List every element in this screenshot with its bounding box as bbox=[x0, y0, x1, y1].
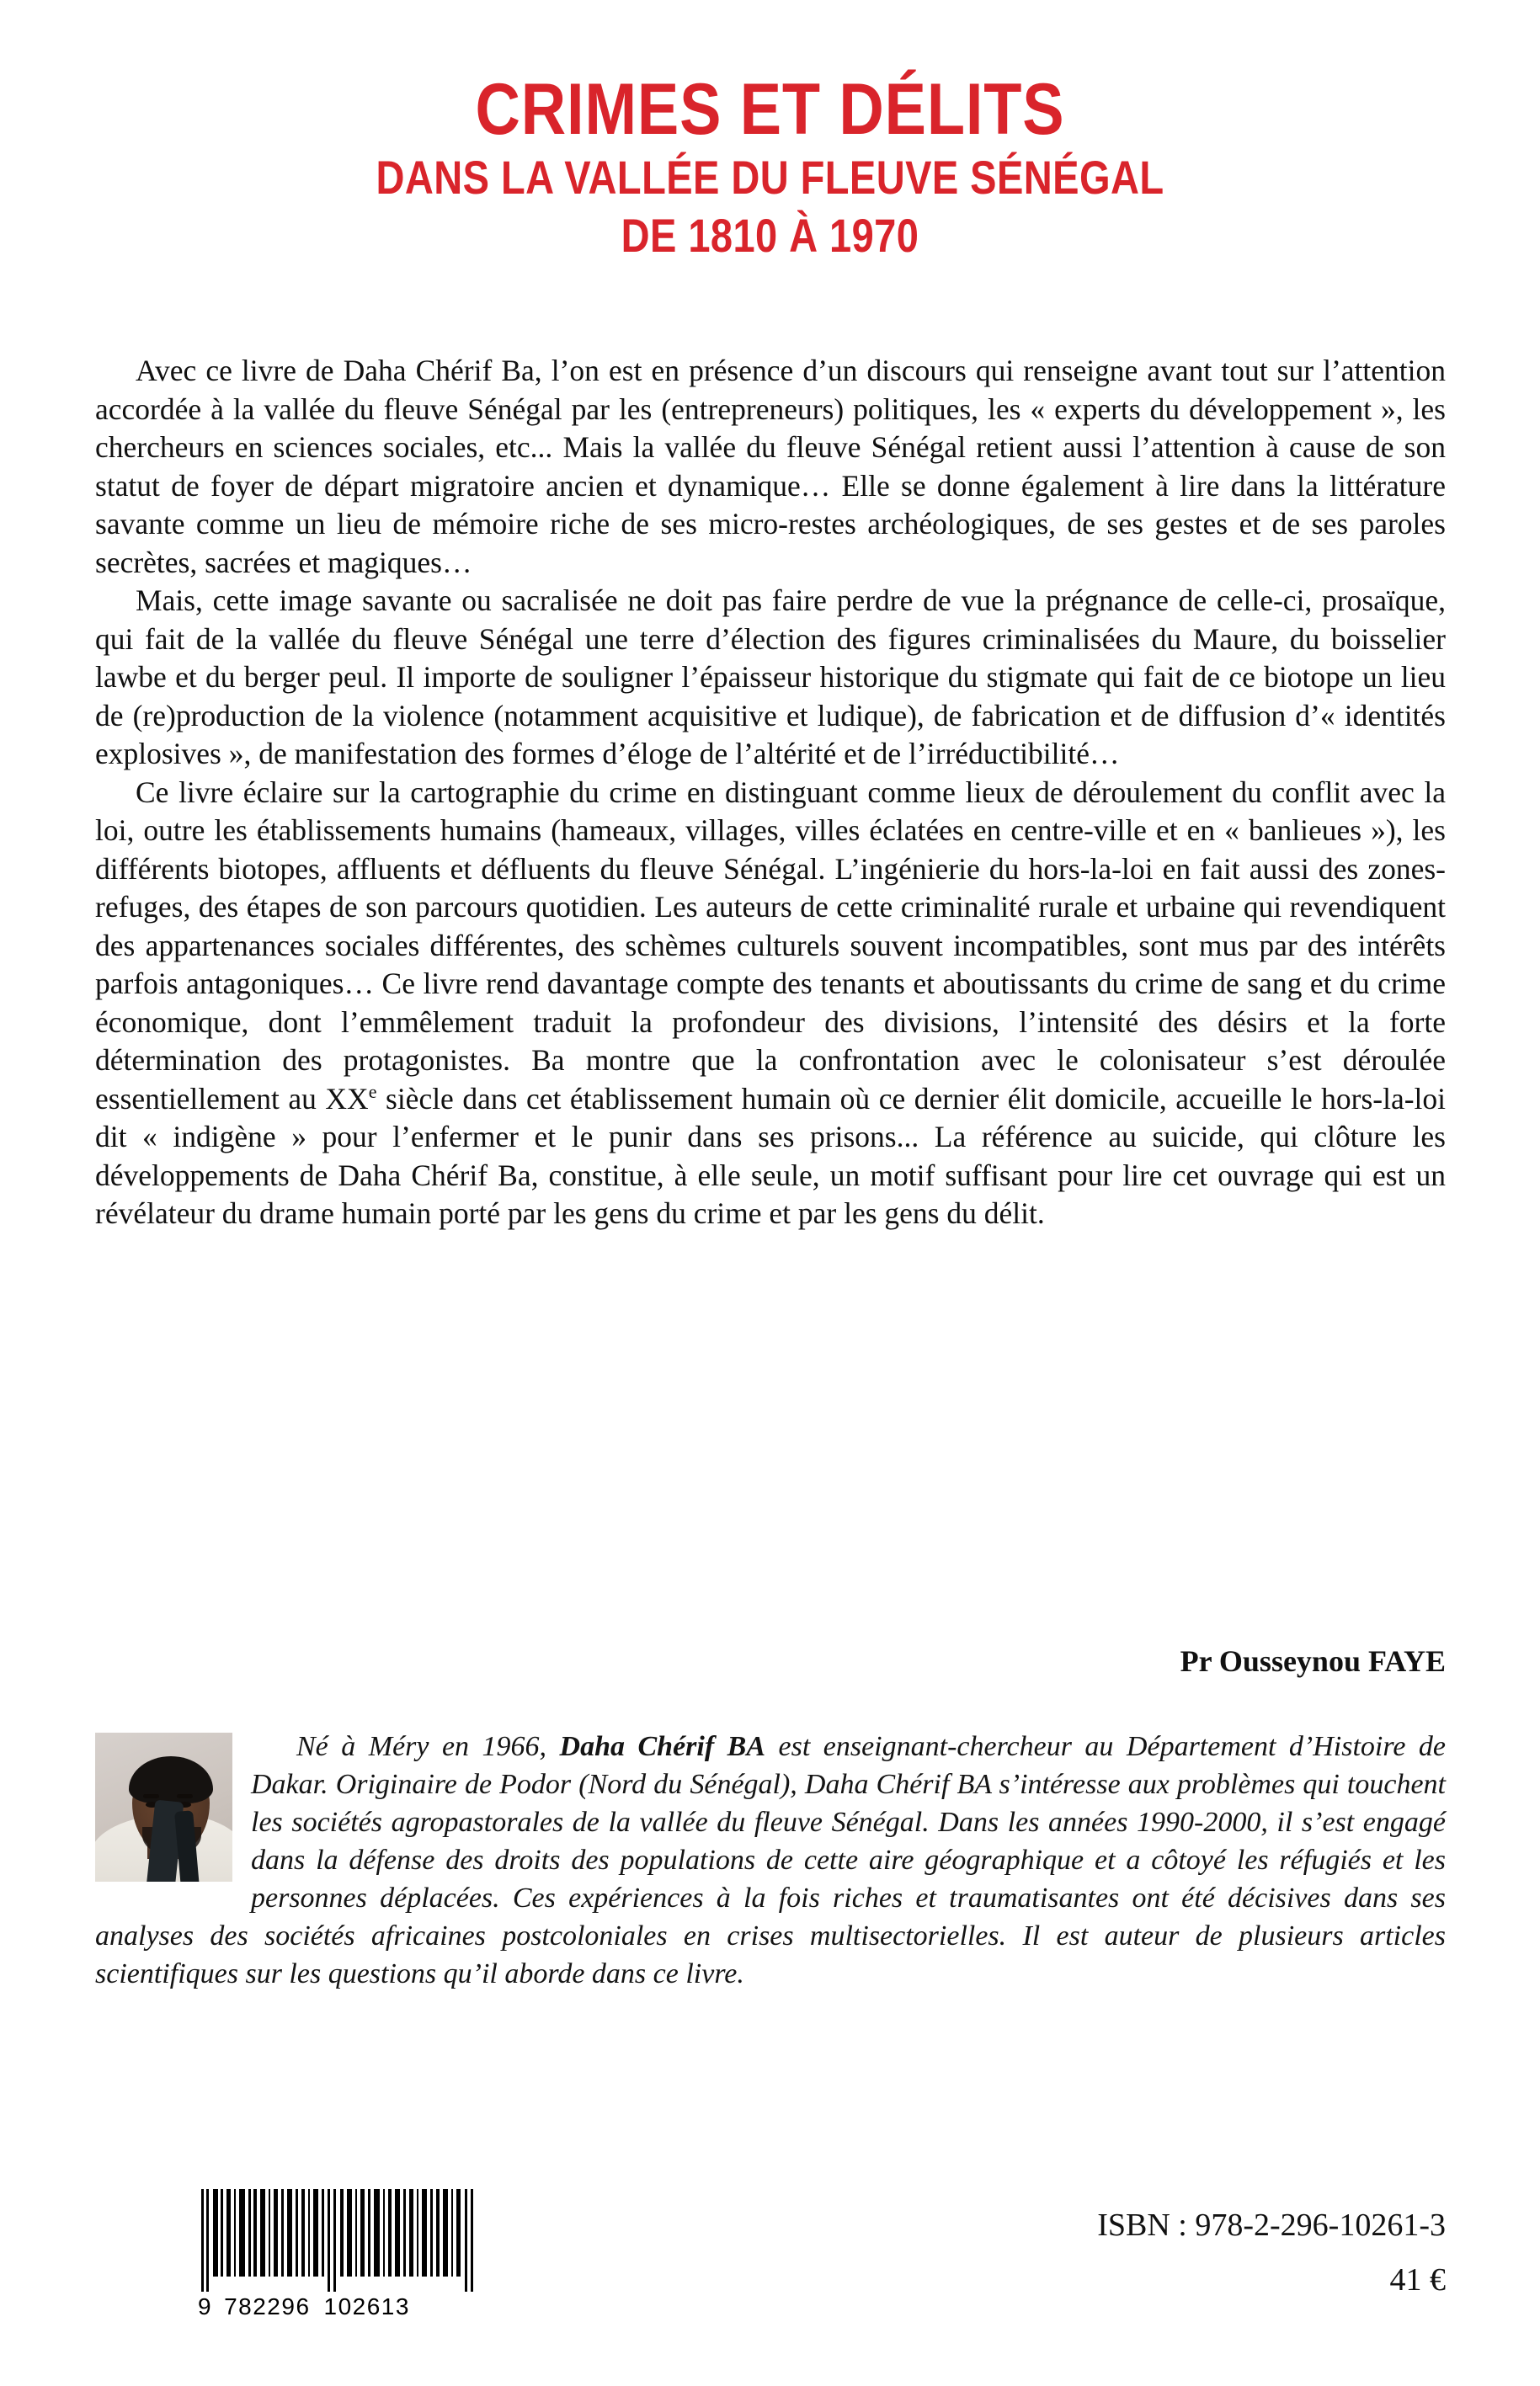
blurb-paragraph-3 bbox=[95, 774, 1446, 1233]
barcode-area bbox=[198, 2189, 484, 2320]
barcode-icon bbox=[198, 2189, 481, 2292]
page-title: CRIMES ET DÉLITS bbox=[475, 69, 1065, 150]
barcode-lead-digit: 9 bbox=[198, 2293, 213, 2319]
author-bio bbox=[95, 1728, 1446, 1993]
isbn-block bbox=[1097, 2206, 1446, 2298]
blurb-paragraph-3-head: Ce livre éclaire sur la cartographie du crime en distinguant comme lieux de déroulement du conflit avec la loi, outre les établissements humains (hameaux, villages, villes éclatées en centre-ville et en « banlieues »), les différents biotopes, affluents et défluents du fleuve Sénégal. L’ingénierie du hors-la-loi en fait aussi des zones-refuges, des étapes de son parcours quotidien. Les auteurs de cette criminalité rurale et urbaine qui revendiquent des appartenances sociales différentes, des schèmes culturels souvent incompatibles, sont mus par des intérêts parfois antagoniques… Ce livre rend davantage compte des tenants et aboutissants du crime de sang et du crime économique, dont l’emmêlement traduit la profondeur des divisions, l’intensité des désirs et la forte détermination des protagonistes. Ba montre que la confrontation avec le colonisateur s’est déroulée essentiellement au XX bbox=[95, 775, 1446, 1116]
author-name: Daha Chérif BA bbox=[559, 1731, 766, 1762]
portrait-brow-right bbox=[177, 1794, 193, 1798]
title-subtitle-period: DE 1810 À 1970 bbox=[621, 209, 919, 263]
century-superscript: e bbox=[368, 1080, 377, 1102]
barcode-digits bbox=[198, 2293, 484, 2320]
barcode-group-2: 102613 bbox=[323, 2293, 410, 2319]
title-subtitle-location: DANS LA VALLÉE DU FLEUVE SÉNÉGAL bbox=[376, 151, 1164, 205]
blurb-signature: Pr Ousseynou FAYE bbox=[1180, 1644, 1446, 1678]
author-bio-lead: Né à Méry en 1966, bbox=[296, 1731, 560, 1762]
author-photo bbox=[95, 1733, 232, 1882]
blurb-paragraph-2: Mais, cette image savante ou sacralisée ne doit pas faire perdre de vue la prégnance de celle-ci, prosaïque, qui fait de la vallée du fleuve Sénégal une terre d’élection des figures criminalisées du Maure, du boisselier lawbe et du berger peul. Il importe de souligner l’épaisseur historique du stigmate qui fait de ce biotope un lieu de (re)production de la violence (notamment acquisitive et ludique), de fabrication et de diffusion d’« identités explosives », de manifestation des formes d’éloge de l’altérité et de l’irréductibilité… bbox=[95, 583, 1446, 770]
blurb-text bbox=[95, 352, 1446, 1233]
price-text: 41 € bbox=[1389, 2261, 1446, 2298]
portrait-brow-left bbox=[143, 1794, 159, 1798]
blurb-paragraph-3-tail: siècle dans cet établissement humain où ce dernier élit domicile, accueille le hors-la-loi dit « indigène » pour l’enfermer et le punir dans ses prisons... La référence au suicide, qui clôture les développements de Daha Chérif Ba, constitue, à elle seule, un motif suffisant pour lire cet ouvrage qui est un révélateur du drame humain porté par les gens du crime et par les gens du délit. bbox=[95, 1081, 1446, 1230]
title-block bbox=[0, 69, 1540, 263]
blurb-paragraph-1: Avec ce livre de Daha Chérif Ba, l’on est en présence d’un discours qui renseigne avant tout sur l’attention accordée à la vallée du fleuve Sénégal par les (entrepreneurs) politiques, les « experts du développement », les chercheurs en sciences sociales, etc... Mais la vallée du fleuve Sénégal retient aussi l’attention à cause de son statut de foyer de départ migratoire ancien et dynamique… Elle se donne également à lire dans la littérature savante comme un lieu de mémoire riche de ses micro-restes archéologiques, de ses gestes et de ses paroles secrètes, sacrées et magiques… bbox=[95, 354, 1446, 579]
author-bio-text bbox=[95, 1728, 1446, 1993]
barcode-group-1: 782296 bbox=[224, 2293, 311, 2319]
author-bio-rest: est enseignant-chercheur au Département d’Histoire de Dakar. Originaire de Podor (Nord du Sénégal), Daha Chérif BA s’intéresse aux problèmes qui touchent les sociétés agropastorales de la vallée du fleuve Sénégal. Dans les années 1990-2000, il s’est engagé dans la défense des droits des populations de cette aire géographique et a côtoyé les réfugiés et les personnes déplacées. Ces expériences à la fois riches et traumatisantes ont été décisives dans ses analyses des sociétés africaines postcoloniales en crises multisectorielles. Il est auteur de plusieurs articles scientifiques sur les questions qu’il aborde dans ce livre. bbox=[95, 1731, 1446, 1989]
isbn-text: ISBN : 978-2-296-10261-3 bbox=[1097, 2208, 1446, 2243]
